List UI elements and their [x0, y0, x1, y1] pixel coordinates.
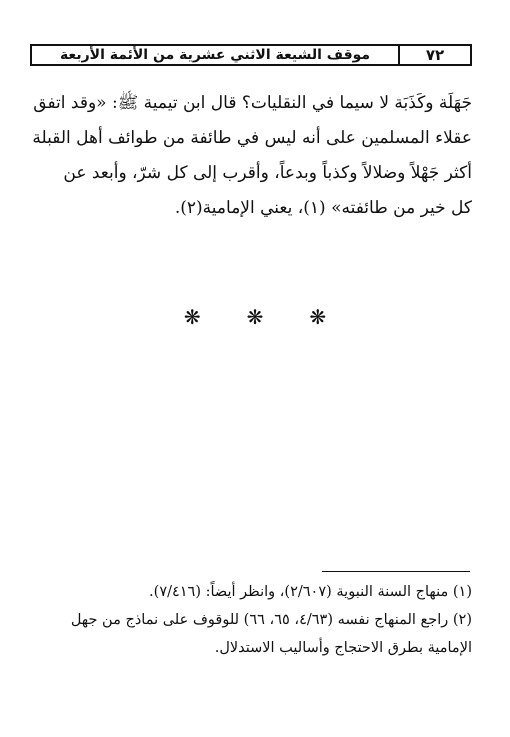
- separator-star-icon: ❋: [183, 305, 201, 329]
- body-line-1: جَهَلَة وكَذَبَة لا سيما في النقليات؟ قال ابن تيمية ﷺ: «وقد اتفق: [33, 93, 472, 113]
- footnote-2: (٢) راجع المنهاج نفسه (٤/٦٣، ٦٥، ٦٦) للوقوف على نماذج من جهل: [70, 612, 472, 628]
- footnotes: [34, 578, 472, 662]
- footnote-divider: [322, 571, 470, 572]
- section-separator: [0, 305, 510, 329]
- body-line-3: أكثر جَهْلاً وضلالاً وكذباً وبدعاً، وأقرب إلى كل شرّ، وأبعد عن: [63, 163, 472, 183]
- body-text: [34, 86, 472, 226]
- footnote-1: (١) منهاج السنة النبوية (٢/٦٠٧)، وانظر أيضاً: (٧/٤١٦).: [149, 584, 472, 600]
- body-line-2: عقلاء المسلمين على أنه ليس في طائفة من طوائف أهل القبلة: [32, 128, 472, 148]
- running-header-title: موقف الشيعة الاثني عشرية من الأئمة الأربعة: [59, 47, 371, 63]
- body-line-4: كل خير من طائفته» (١)، يعني الإمامية(٢).: [174, 198, 472, 218]
- page-header: [30, 44, 472, 66]
- separator-star-icon: ❋: [309, 305, 327, 329]
- footnote-2-continued: الإمامية بطرق الاحتجاج وأساليب الاستدلال.: [214, 640, 472, 656]
- separator-star-icon: ❋: [246, 305, 264, 329]
- page-number: ٧٢: [425, 46, 445, 64]
